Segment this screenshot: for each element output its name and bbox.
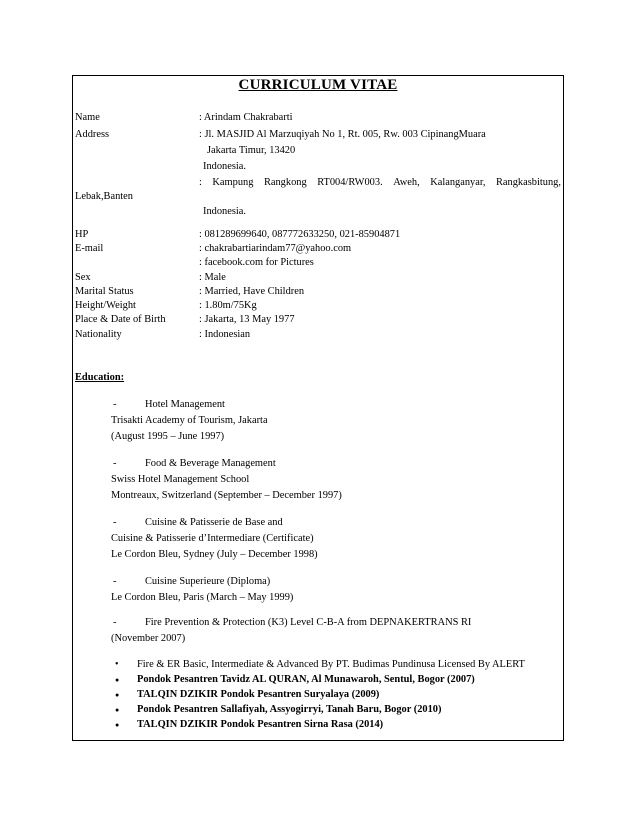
bullet-item-5: TALQIN DZIKIR Pondok Pesantren Sirna Rasa (2014) — [137, 719, 384, 730]
address-word: Kampung — [212, 177, 254, 188]
edu-5-dates: (November 2007) — [111, 633, 186, 644]
bullet: • — [115, 659, 119, 670]
address-line-2: Jakarta Timur, 13420 — [207, 145, 296, 156]
sex-label: Sex — [75, 272, 91, 283]
address-word: Rangkasbitung, — [496, 177, 561, 188]
edu-2-title: Food & Beverage Management — [145, 458, 276, 469]
email-label: E-mail — [75, 243, 104, 254]
bullet: ● — [115, 676, 120, 684]
height-weight-value: : 1.80m/75Kg — [199, 300, 257, 311]
education-heading: Education: — [75, 372, 125, 383]
bullet-item-4: Pondok Pesantren Sallafiyah, Assyogirryi, Tanah Baru, Bogor (2010) — [137, 704, 442, 715]
address-line-1: : Jl. MASJID Al Marzuqiyah No 1, Rt. 005, Rw. 003 CipinangMuara — [199, 129, 486, 140]
birth-value: : Jakarta, 13 May 1977 — [199, 314, 295, 325]
nationality-label: Nationality — [75, 329, 122, 340]
address-line-6: Indonesia. — [203, 206, 246, 217]
address-word: RT004/RW003. — [317, 177, 383, 188]
facebook-value: : facebook.com for Pictures — [199, 257, 314, 268]
edu-3-course: Cuisine & Patisserie d’Intermediare (Certificate) — [111, 533, 314, 544]
education-dash: - — [113, 458, 117, 469]
edu-2-dates: Montreaux, Switzerland (September – December 1997) — [111, 490, 342, 501]
edu-1-school: Trisakti Academy of Tourism, Jakarta — [111, 415, 268, 426]
address-word: Kalanganyar, — [430, 177, 486, 188]
education-dash: - — [113, 517, 117, 528]
name-label: Name — [75, 112, 100, 123]
address-word: Rangkong — [263, 177, 307, 188]
document-title: CURRICULUM VITAE — [238, 77, 398, 93]
hp-value: : 081289699640, 087772633250, 021-85904871 — [199, 229, 401, 240]
marital-value: : Married, Have Children — [199, 286, 305, 297]
birth-label: Place & Date of Birth — [75, 314, 166, 325]
edu-1-title: Hotel Management — [145, 399, 225, 410]
email-value: : chakrabartiarindam77@yahoo.com — [199, 243, 352, 254]
bullet: ● — [115, 706, 120, 714]
education-dash: - — [113, 576, 117, 587]
bullet-item-2: Pondok Pesantren Tavidz AL QURAN, Al Munawaroh, Sentul, Bogor (2007) — [137, 674, 475, 685]
edu-1-dates: (August 1995 – June 1997) — [111, 431, 225, 442]
sex-value: : Male — [199, 272, 226, 283]
edu-5-title: Fire Prevention & Protection (K3) Level C-B-A from DEPNAKERTRANS RI — [145, 617, 472, 628]
edu-2-school: Swiss Hotel Management School — [111, 474, 250, 485]
hp-label: HP — [75, 229, 89, 240]
edu-3-dates: Le Cordon Bleu, Sydney (July – December 1998) — [111, 549, 318, 560]
bullet: ● — [115, 691, 120, 699]
education-dash: - — [113, 399, 117, 410]
address-word: : — [199, 177, 202, 188]
bullet-item-3: TALQIN DZIKIR Pondok Pesantren Suryalaya (2009) — [137, 689, 380, 700]
marital-label: Marital Status — [75, 286, 134, 297]
name-value: : Arindam Chakrabarti — [199, 112, 293, 123]
nationality-value: : Indonesian — [199, 329, 251, 340]
bullet-item-1: Fire & ER Basic, Intermediate & Advanced By PT. Budimas Pundinusa Licensed By ALERT — [137, 659, 525, 670]
bullet: ● — [115, 721, 120, 729]
address-label: Address — [75, 129, 110, 140]
address-line-5: Lebak,Banten — [75, 191, 133, 202]
height-weight-label: Height/Weight — [75, 300, 136, 311]
address-line-4 — [199, 177, 561, 189]
address-line-3: Indonesia. — [203, 161, 246, 172]
cv-frame — [72, 75, 564, 741]
edu-4-title: Cuisine Superieure (Diploma) — [145, 576, 271, 587]
education-dash: - — [113, 617, 117, 628]
address-word: Aweh, — [393, 177, 420, 188]
edu-4-dates: Le Cordon Bleu, Paris (March – May 1999) — [111, 592, 294, 603]
edu-3-title: Cuisine & Patisserie de Base and — [145, 517, 283, 528]
